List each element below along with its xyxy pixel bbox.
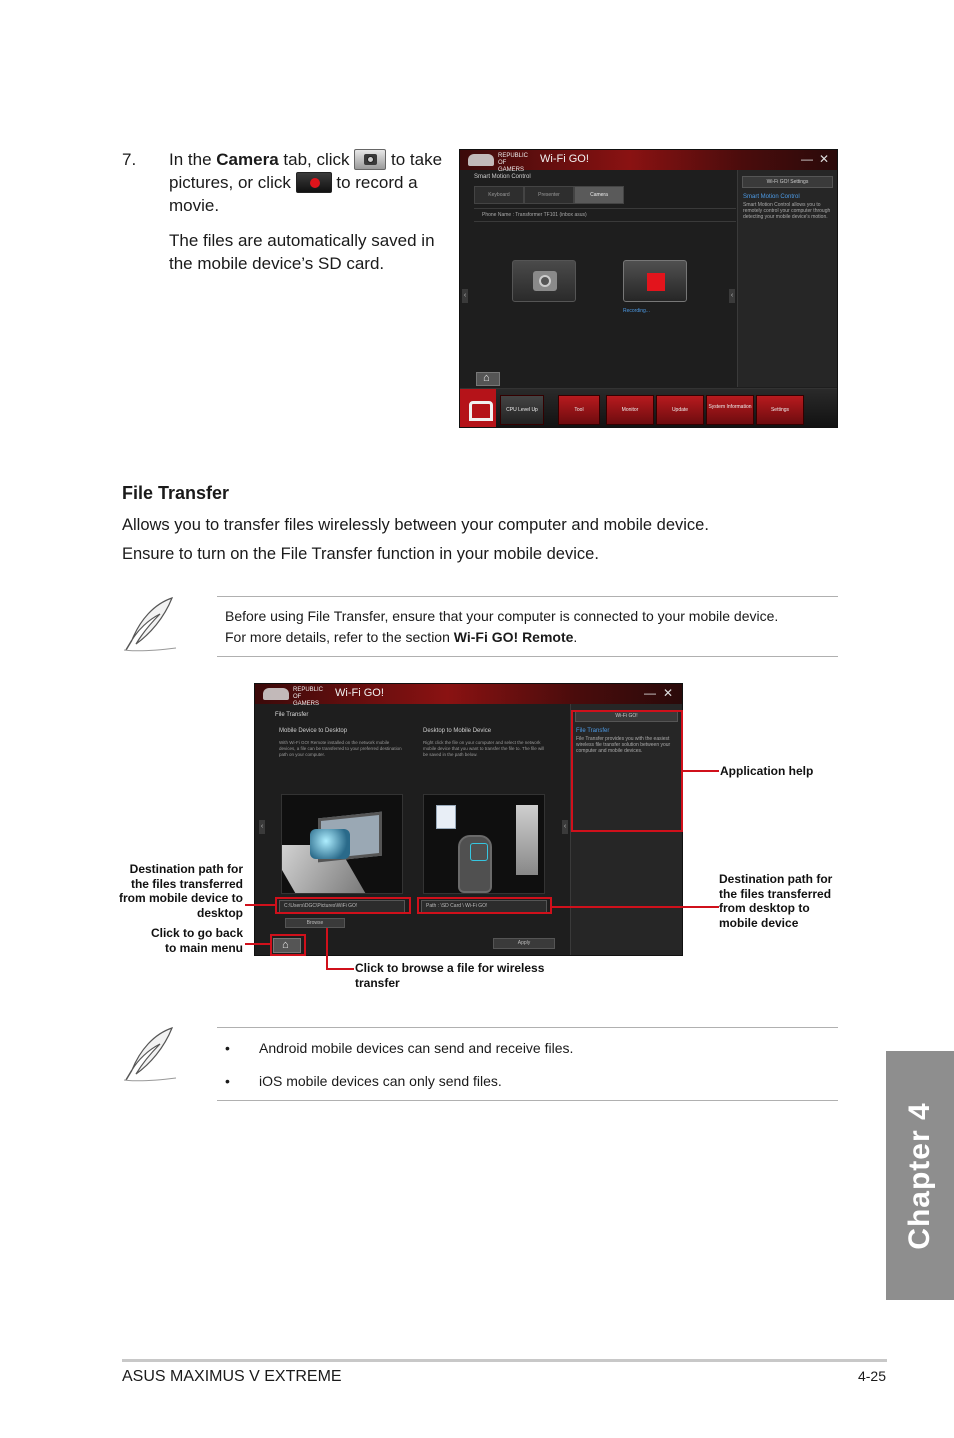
home-leader (245, 943, 270, 945)
document-icon (436, 805, 456, 829)
file-transfer-title: File Transfer (275, 712, 309, 718)
app-name: Wi-Fi GO! (335, 687, 384, 699)
help-text: File Transfer provides you with the easiest wireless file transfer solution between your computer and mobile devices. (576, 736, 671, 754)
step-instruction: In the Camera tab, click to take pictures, or click to record a movie. (169, 150, 443, 215)
app-help-leader (683, 770, 719, 772)
callout-browse: Click to browse a file for wireless transfer (355, 961, 545, 990)
left-arrow-icon[interactable]: ‹ (462, 289, 468, 303)
rog-logo-icon (468, 154, 494, 166)
step-body (169, 148, 454, 275)
dock-update[interactable]: Update (656, 395, 704, 425)
app-titlebar (255, 684, 682, 707)
browse-leader-horizontal (326, 968, 354, 970)
device-icon (516, 805, 538, 875)
rog-logo-text: REPUBLIC OF GAMERS (498, 153, 529, 173)
close-button[interactable]: ✕ (818, 152, 829, 166)
note-quill-icon (120, 1024, 180, 1084)
step-number: 7. (122, 150, 137, 169)
step-note: The files are automatically saved in the mobile device’s SD card. (169, 231, 435, 273)
home-button[interactable] (476, 372, 500, 386)
note-1-bottom-rule (217, 656, 838, 657)
application-help-panel (737, 170, 837, 387)
mobile-to-desktop-text: With Wi-Fi GO! Remote installed on the network mobile devices, a file can be transferred to your preferred destination path on your computer. (279, 740, 402, 757)
tab-presenter[interactable]: Presenter (524, 186, 574, 204)
wifi-go-remote-ref: Wi-Fi GO! Remote (453, 629, 574, 645)
help-settings-tab[interactable]: Wi-Fi GO! Settings (742, 176, 833, 188)
browse-button[interactable]: Browse (285, 918, 345, 928)
tab-camera[interactable]: Camera (574, 186, 624, 204)
rog-logo-icon (263, 688, 289, 700)
footer-page-number: 4-25 (857, 1368, 886, 1384)
minimize-button[interactable]: — (644, 686, 656, 700)
mobile-to-desktop-title: Mobile Device to Desktop (279, 728, 348, 734)
footer-product: ASUS MAXIMUS V EXTREME (122, 1368, 342, 1385)
app-name: Wi-Fi GO! (540, 153, 589, 165)
phone-name: Phone Name : Transformer TF101 (inbox asus) (474, 208, 736, 222)
record-icon (647, 273, 665, 291)
dock-tool[interactable]: Tool (558, 395, 600, 425)
footer-rule (122, 1359, 887, 1362)
collapse-arrow-icon[interactable]: ‹ (729, 289, 735, 303)
camera-icon (354, 149, 386, 170)
tab-keyboard[interactable]: Keyboard (474, 186, 524, 204)
dock-system-information[interactable]: System Information (706, 395, 754, 425)
record-icon (296, 172, 332, 193)
collapse-arrow-icon[interactable]: ‹ (562, 820, 568, 834)
chapter-tab (886, 1051, 954, 1300)
note-quill-icon (120, 594, 180, 654)
mobile-destination-path[interactable]: Path : \SD Card \ Wi-Fi GO! (421, 900, 547, 913)
minimize-button[interactable]: — (801, 152, 813, 166)
desktop-to-mobile-title: Desktop to Mobile Device (423, 728, 492, 734)
rog-dock-logo-icon[interactable] (460, 389, 496, 428)
camera-app-screenshot (459, 149, 838, 428)
camera-tab-label: Camera (216, 150, 279, 169)
note-2-bottom-rule (217, 1100, 838, 1101)
camera-icon (533, 271, 557, 291)
callout-application-help: Application help (720, 764, 814, 778)
smart-motion-title: Smart Motion Control (474, 174, 531, 180)
close-button[interactable]: ✕ (662, 686, 673, 700)
app-titlebar (460, 150, 837, 173)
recording-status: Recording... (623, 308, 650, 314)
record-movie-button[interactable] (623, 260, 687, 302)
callout-back-to-main: Click to go back to main menu (150, 926, 243, 955)
note-1-text: Before using File Transfer, ensure that your computer is connected to your mobile device. For more details, refer to the section Wi-Fi GO! Remote. (225, 608, 779, 645)
dock-monitor[interactable]: Monitor (606, 395, 654, 425)
dock-cpu-level-up[interactable]: CPU Level Up (500, 395, 544, 425)
note-2-top-rule (217, 1027, 838, 1028)
desktop-to-mobile-text: Right click the file on your computer and select the network mobile device that you want to transfer the file to. The file will be saved in the path below. (423, 740, 545, 757)
callout-mobile-destination: Destination path for the files transferred from desktop to mobile device (719, 872, 833, 930)
help-tab[interactable]: Wi-Fi GO! (575, 710, 678, 722)
camera-tabs (474, 186, 624, 204)
rog-logo-text: REPUBLIC OF GAMERS (293, 687, 324, 707)
desktop-path-leader (245, 904, 275, 906)
browse-leader-vertical (326, 928, 328, 970)
home-highlight (270, 934, 306, 956)
section-title: File Transfer (122, 483, 230, 503)
app-help-highlight (571, 710, 683, 832)
note-1-top-rule (217, 596, 838, 597)
section-paragraph-2: Ensure to turn on the File Transfer function in your mobile device. (122, 545, 599, 563)
chapter-label: Chapter 4 (903, 1101, 936, 1250)
mobile-path-leader (552, 906, 719, 908)
desktop-destination-path[interactable]: C:\Users\DGC\Pictures\WiFi GO! (279, 900, 405, 913)
callout-desktop-destination: Destination path for the files transferred from mobile device to desktop (118, 862, 243, 920)
mobile-illustration (423, 794, 545, 894)
section-paragraph-1: Allows you to transfer files wirelessly between your computer and mobile device. (122, 516, 709, 534)
help-title: File Transfer (576, 728, 610, 734)
help-title: Smart Motion Control (743, 194, 800, 200)
help-text: Smart Motion Control allows you to remotely control your computer through detecting your mobile device's motion. (743, 202, 831, 220)
left-arrow-icon[interactable]: ‹ (259, 820, 265, 834)
main-dock (460, 388, 837, 427)
desktop-path-highlight (275, 897, 411, 914)
take-picture-button[interactable] (512, 260, 576, 302)
pc-illustration (281, 794, 403, 894)
mobile-path-highlight (417, 897, 552, 914)
dock-settings[interactable]: Settings (756, 395, 804, 425)
transfer-icon (310, 829, 350, 859)
apply-button[interactable]: Apply (493, 938, 555, 949)
